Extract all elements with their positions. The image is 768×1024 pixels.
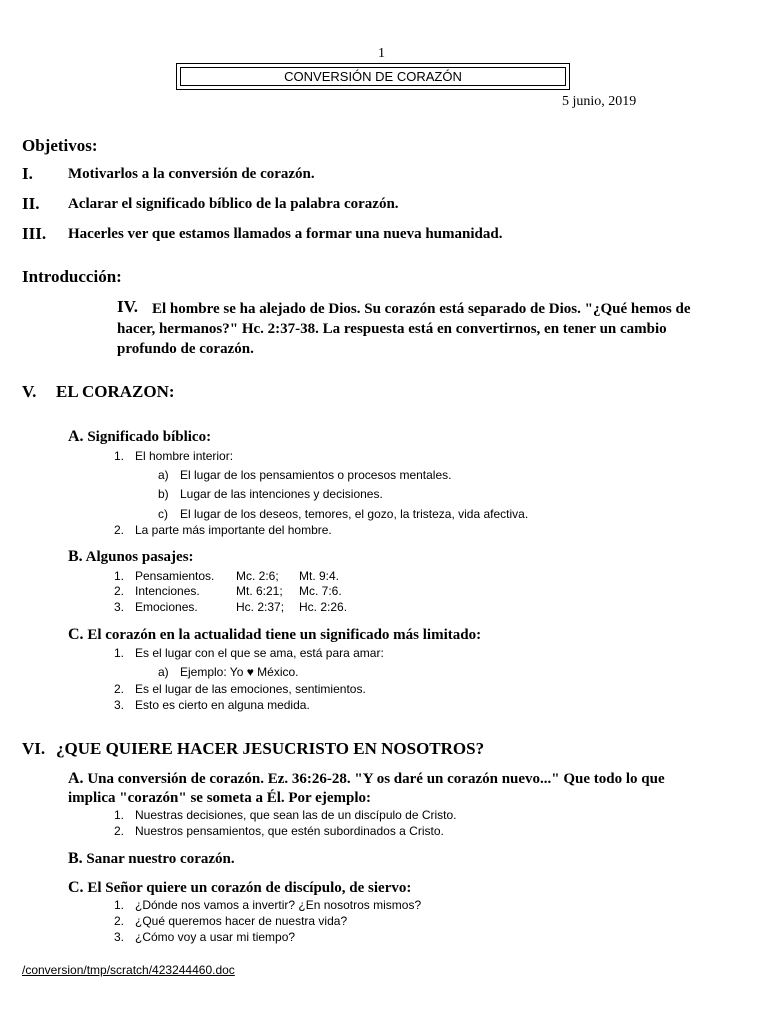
footer-file-path: /conversion/tmp/scratch/423244460.doc [22,963,235,977]
list-item: El hombre interior: [135,449,234,463]
section-letter: A. [68,428,84,445]
list-item: Nuestros pensamientos, que estén subordinados a Cristo. [135,824,444,838]
list-num: 3. [114,698,125,712]
list-item: Es el lugar con el que se ama, está para amar: [135,646,384,660]
objetivo-text: Hacerles ver que estamos llamados a formar una nueva humanidad. [68,226,503,242]
introduccion-num: IV. [117,297,138,316]
objetivo-text: Aclarar el significado bíblico de la palabra corazón. [68,196,399,212]
document-title: CONVERSIÓN DE CORAZÓN [180,67,566,86]
section6-c-heading [68,879,411,897]
introduccion-line: El hombre se ha alejado de Dios. Su corazón está separado de Dios. "¿Qué hemos de [152,301,691,317]
list-num: 2. [114,824,125,838]
sub-item: El lugar de los pensamientos o procesos mentales. [180,468,452,482]
passage-ref: Hc. 2:37; [236,600,285,614]
list-num: 1. [114,449,125,463]
list-num: 3. [114,930,125,944]
objetivos-heading: Objetivos: [22,136,98,155]
list-num: 2. [114,523,125,537]
list-num: 2. [114,914,125,928]
list-num: 1. [114,569,125,583]
list-num: 1. [114,646,125,660]
sub-letter: c) [158,507,168,521]
list-num: 3. [114,600,125,614]
section6-a-heading [68,770,665,788]
objetivo-num: III. [22,224,47,243]
document-date: 5 junio, 2019 [562,94,637,109]
section-letter: C. [68,626,84,643]
section-title: El corazón en la actualidad tiene un significado más limitado: [87,627,482,643]
section-letter: A. [68,770,84,787]
passage-ref: Mt. 6:21; [236,584,283,598]
introduccion-heading: Introducción: [22,267,122,286]
objetivo-text: Motivarlos a la conversión de corazón. [68,166,315,182]
sub-item: Ejemplo: Yo ♥ México. [180,665,299,679]
section6-b-heading [68,850,235,868]
list-item: La parte más importante del hombre. [135,523,332,537]
passage-label: Intenciones. [135,584,200,598]
introduccion-line: profundo de corazón. [117,341,254,357]
section-title: Algunos pasajes: [85,549,194,565]
section5-heading: EL CORAZON: [56,382,175,401]
section6-num: VI. [22,739,46,758]
section-letter: B. [68,850,83,867]
list-num: 1. [114,808,125,822]
list-item: ¿Dónde nos vamos a invertir? ¿En nosotros mismos? [135,898,422,912]
section-title: Significado bíblico: [87,429,212,445]
section-letter: B. [68,548,83,565]
passage-ref: Mt. 9:4. [299,569,340,583]
section-title: Una conversión de corazón. Ez. 36:26-28. "Y os daré un corazón nuevo..." Que todo lo que [87,771,665,787]
list-item: ¿Cómo voy a usar mi tiempo? [135,930,296,944]
passage-ref: Hc. 2:26. [299,600,348,614]
list-item: Es el lugar de las emociones, sentimientos. [135,682,366,696]
list-item: Esto es cierto en alguna medida. [135,698,310,712]
section5-c-heading [68,626,481,644]
sub-letter: a) [158,468,169,482]
list-num: 1. [114,898,125,912]
title-box [176,63,570,90]
section-title: Sanar nuestro corazón. [86,851,235,867]
list-item: Nuestras decisiones, que sean las de un discípulo de Cristo. [135,808,457,822]
sub-letter: a) [158,665,169,679]
section6-heading: ¿QUE QUIERE HACER JESUCRISTO EN NOSOTROS? [56,739,485,758]
sub-item: El lugar de los deseos, temores, el gozo, la tristeza, vida afectiva. [180,507,529,521]
passage-label: Emociones. [135,600,198,614]
section5-num: V. [22,382,37,401]
section-letter: C. [68,879,84,896]
objetivo-num: II. [22,194,40,213]
list-item: ¿Qué queremos hacer de nuestra vida? [135,914,348,928]
list-num: 2. [114,584,125,598]
passage-ref: Mc. 7:6. [299,584,342,598]
sub-item: Lugar de las intenciones y decisiones. [180,487,383,501]
passage-ref: Mc. 2:6; [236,569,279,583]
section6-a-line2: implica "corazón" se someta a Él. Por ejemplo: [68,790,371,806]
section-title: El Señor quiere un corazón de discípulo, de siervo: [87,880,412,896]
passage-label: Pensamientos. [135,569,215,583]
list-num: 2. [114,682,125,696]
sub-letter: b) [158,487,169,501]
introduccion-line: hacer, hermanos?" Hc. 2:37-38. La respuesta está en convertirnos, en tener un cambio [117,321,667,337]
objetivo-num: I. [22,164,33,183]
section5-b-heading [68,548,194,566]
section5-a-heading [68,428,211,446]
page-number: 1 [378,46,385,61]
